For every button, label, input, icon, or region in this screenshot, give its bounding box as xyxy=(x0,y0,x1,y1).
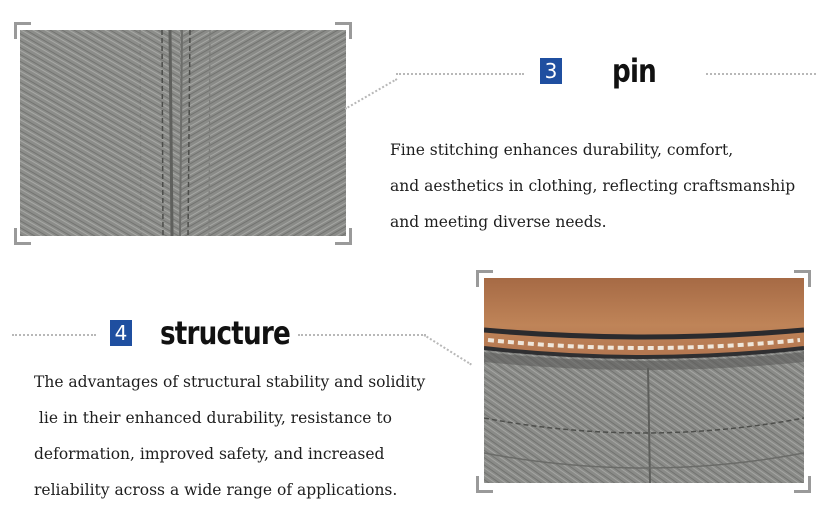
frame-corner xyxy=(14,228,31,245)
frame-corner xyxy=(794,270,811,287)
fabric-seam-photo xyxy=(20,30,346,236)
description-line: reliability across a wide range of applications. xyxy=(34,481,398,499)
frame-corner xyxy=(14,22,31,39)
section-4-description xyxy=(34,364,425,508)
section-3-description xyxy=(390,132,795,240)
dotted-connector xyxy=(706,73,816,75)
section-3-title: pin xyxy=(612,52,656,90)
section-4-badge: 4 xyxy=(110,320,132,346)
dotted-connector xyxy=(298,334,426,336)
leather-band-photo xyxy=(484,278,804,483)
section-3-badge: 3 xyxy=(540,58,562,84)
description-line: and meeting diverse needs. xyxy=(390,213,607,231)
dotted-connector xyxy=(345,78,398,110)
description-line: The advantages of structural stability and solidity xyxy=(34,373,426,391)
description-line: lie in their enhanced durability, resistance to xyxy=(34,409,392,427)
description-line: and aesthetics in clothing, reflecting craftsmanship xyxy=(390,177,796,195)
frame-corner xyxy=(794,476,811,493)
frame-corner xyxy=(335,22,352,39)
dotted-connector xyxy=(12,334,96,336)
description-line: Fine stitching enhances durability, comfort, xyxy=(390,141,734,159)
frame-corner xyxy=(476,270,493,287)
dotted-connector xyxy=(423,334,472,365)
frame-corner xyxy=(335,228,352,245)
section-4-title: structure xyxy=(160,314,290,352)
dotted-connector xyxy=(396,73,524,75)
frame-corner xyxy=(476,476,493,493)
description-line: deformation, improved safety, and increased xyxy=(34,445,385,463)
